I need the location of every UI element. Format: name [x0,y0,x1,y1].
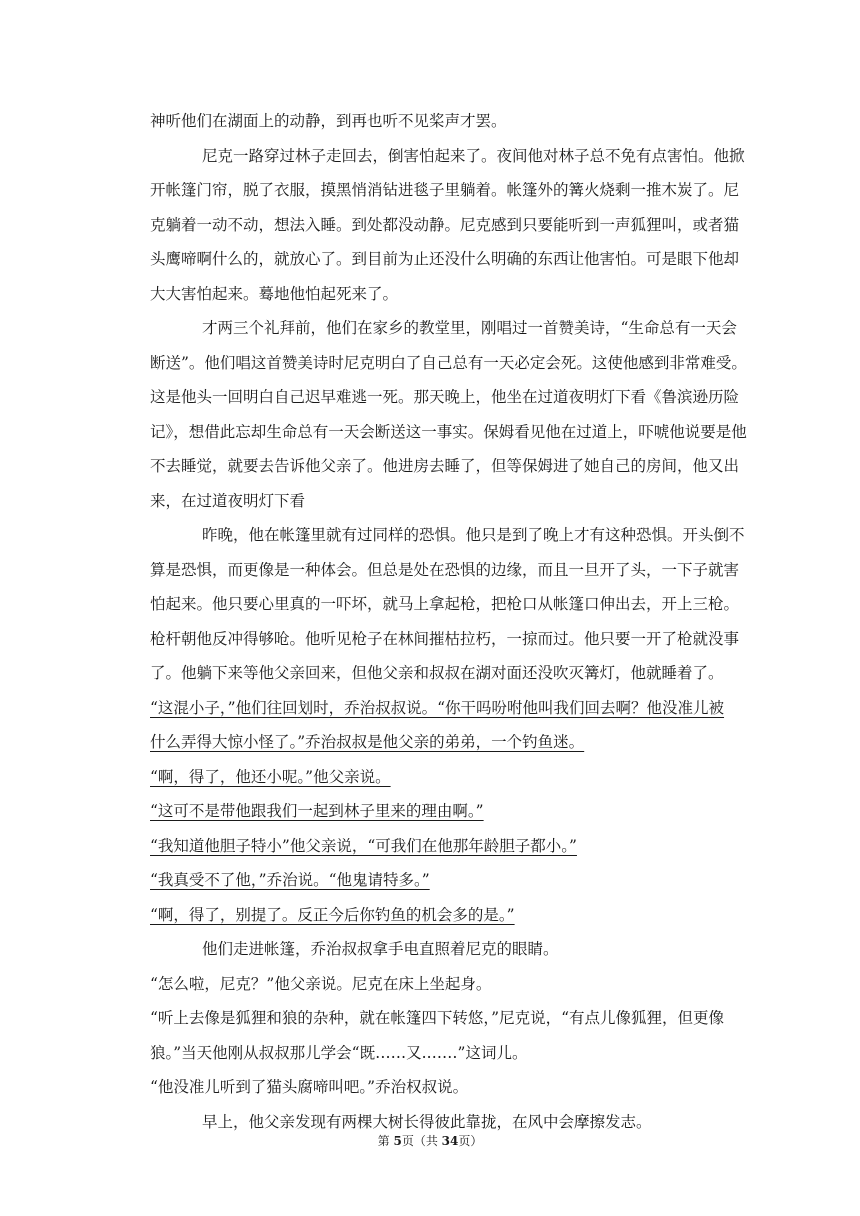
text-line-content: “这混小子，”他们往回划时，乔治叔叔说。“你干吗吩咐他叫我们回去啊？他没准儿被 [150,698,725,717]
text-line [150,311,737,346]
footer-middle: 页（共 [401,1134,442,1148]
text-line-content: 了。他躺下来等他父亲回来，但他父亲和叔叔在湖对面还没吹灭篝灯，他就睡着了。 [150,664,724,682]
text-line [150,656,730,691]
text-line-content: 早上，他父亲发现有两棵大树长得彼此靠拢，在风中会摩擦发志。 [202,1112,652,1131]
text-line-content: “我真受不了他，”乔治说。“他鬼请特多。” [150,871,430,889]
text-line-content: 不去睡觉，就要去告诉他父亲了。他进房去睡了，但等保姆进了她自己的房间，他又出 [150,457,740,475]
text-line [150,346,747,381]
text-line [150,863,730,898]
text-line-content: 这是他头一回明白自己迟早难逃一死。那天晚上，他坐在过道夜明灯下看《鲁滨逊历险 [150,388,740,406]
text-line [150,622,740,657]
text-line [150,725,730,760]
text-line-content: “他没准儿听到了猫头腐啼叫吧。”乔治权叔说。 [150,1078,469,1096]
text-line-content: 来，在过道夜明灯下看 [150,491,306,510]
text-line [150,518,745,553]
text-line [150,1036,730,1071]
text-line-content: “我知道他胆子特小”他父亲说，“可我们在他那年龄胆子都小。” [150,836,577,855]
text-line [150,104,730,139]
text-line [150,277,730,312]
text-line [150,380,740,415]
text-line [150,760,730,795]
text-line-content: “怎么啦，尼克？”他父亲说。尼克在床上坐起身。 [150,974,492,993]
text-line-content: 算是恐惧，而更像是一种体会。但总是处在恐惧的边缘，而且一旦开了头，一下子就害 [150,560,740,579]
text-line-content: 尼克一路穿过林子走回去，倒害怕起来了。夜间他对林子总不免有点害怕。他掀 [202,146,745,165]
page-footer [0,1132,860,1149]
text-line [150,208,740,243]
text-line-content: 大大害怕起来。蓦地他怕起死来了。 [150,284,399,303]
text-line [150,484,730,519]
text-line [150,932,730,967]
text-line [150,449,740,484]
text-line [150,242,740,277]
text-line-content: 怕起来。他只要心里真的一吓坏，就马上拿起枪，把枪口从帐篷口伸出去，开上三枪。 [150,595,740,613]
text-line [150,829,730,864]
footer-total-pages: 34 [441,1134,459,1148]
text-line [150,967,730,1002]
text-line [150,1070,730,1105]
text-line [150,898,730,933]
text-line-content: 克躺着一动不动，想法入睡。到处都没动静。尼克感到只要能听到一声狐狸叫，或者猫 [150,215,740,234]
text-line-content: 狼。”当天他刚从叔叔那儿学会“既……又.……”这词儿。 [150,1043,528,1062]
text-line-content: 才两三个礼拜前，他们在家乡的教堂里，刚唱过一首赞美诗，“生命总有一天会 [202,319,737,337]
text-line-content: 枪杆朝他反冲得够呛。他听见枪子在林间摧枯拉朽，一掠而过。他只要一开了枪就没事 [150,629,740,648]
text-line-content: 神听他们在湖面上的动静，到再也听不见桨声才罢。 [150,112,507,130]
text-line [150,415,747,450]
text-line-content: “这可不是带他跟我们一起到林子里来的理由啊。” [150,802,484,820]
document-body [150,104,747,1139]
text-line [150,1001,730,1036]
text-line-content: “听上去像是狐狸和狼的杂种，就在帐篷四下转悠，”尼克说，“有点儿像狐狸，但更像 [150,1009,725,1027]
text-line-content: 他们走进帐篷，乔治叔叔拿手电直照着尼克的眼睛。 [202,940,559,958]
text-line-content: 什么弄得大惊小怪了。”乔治叔叔是他父亲的弟弟，一个钓鱼迷。 [150,733,585,751]
text-line-content: 头鹰啼啊什么的，就放心了。到目前为止还没什么明确的东西让他害怕。可是眼下他却 [150,250,740,268]
text-line-content: 昨晚，他在帐篷里就有过同样的恐惧。他只是到了晚上才有这种恐惧。开头倒不 [202,526,745,544]
text-line-content: “啊，得了，别提了。反正今后你钓鱼的机会多的是。” [150,905,515,924]
text-line [150,691,730,726]
text-line [150,587,740,622]
text-line [150,794,730,829]
text-line [150,173,740,208]
text-line-content: 记》，想借此忘却生命总有一天会断送这一事实。保姆看见他在过道上，吓唬他说要是他 [150,422,747,441]
text-line [150,139,745,174]
footer-suffix: 页） [458,1134,483,1148]
footer-prefix: 第 [377,1134,394,1148]
text-line-content: 开帐篷门帘，脱了衣服，摸黑悄消钻进毯子里躺着。帐篷外的篝火烧剩一推木炭了。尼 [150,181,740,199]
text-line-content: “啊，得了，他还小呢。”他父亲说。 [150,767,391,786]
text-line-content: 断送”。他们唱这首赞美诗时尼克明白了自己总有一天必定会死。这使他感到非常难受。 [150,353,747,372]
text-line [150,553,740,588]
footer-page-number: 5 [393,1134,402,1148]
